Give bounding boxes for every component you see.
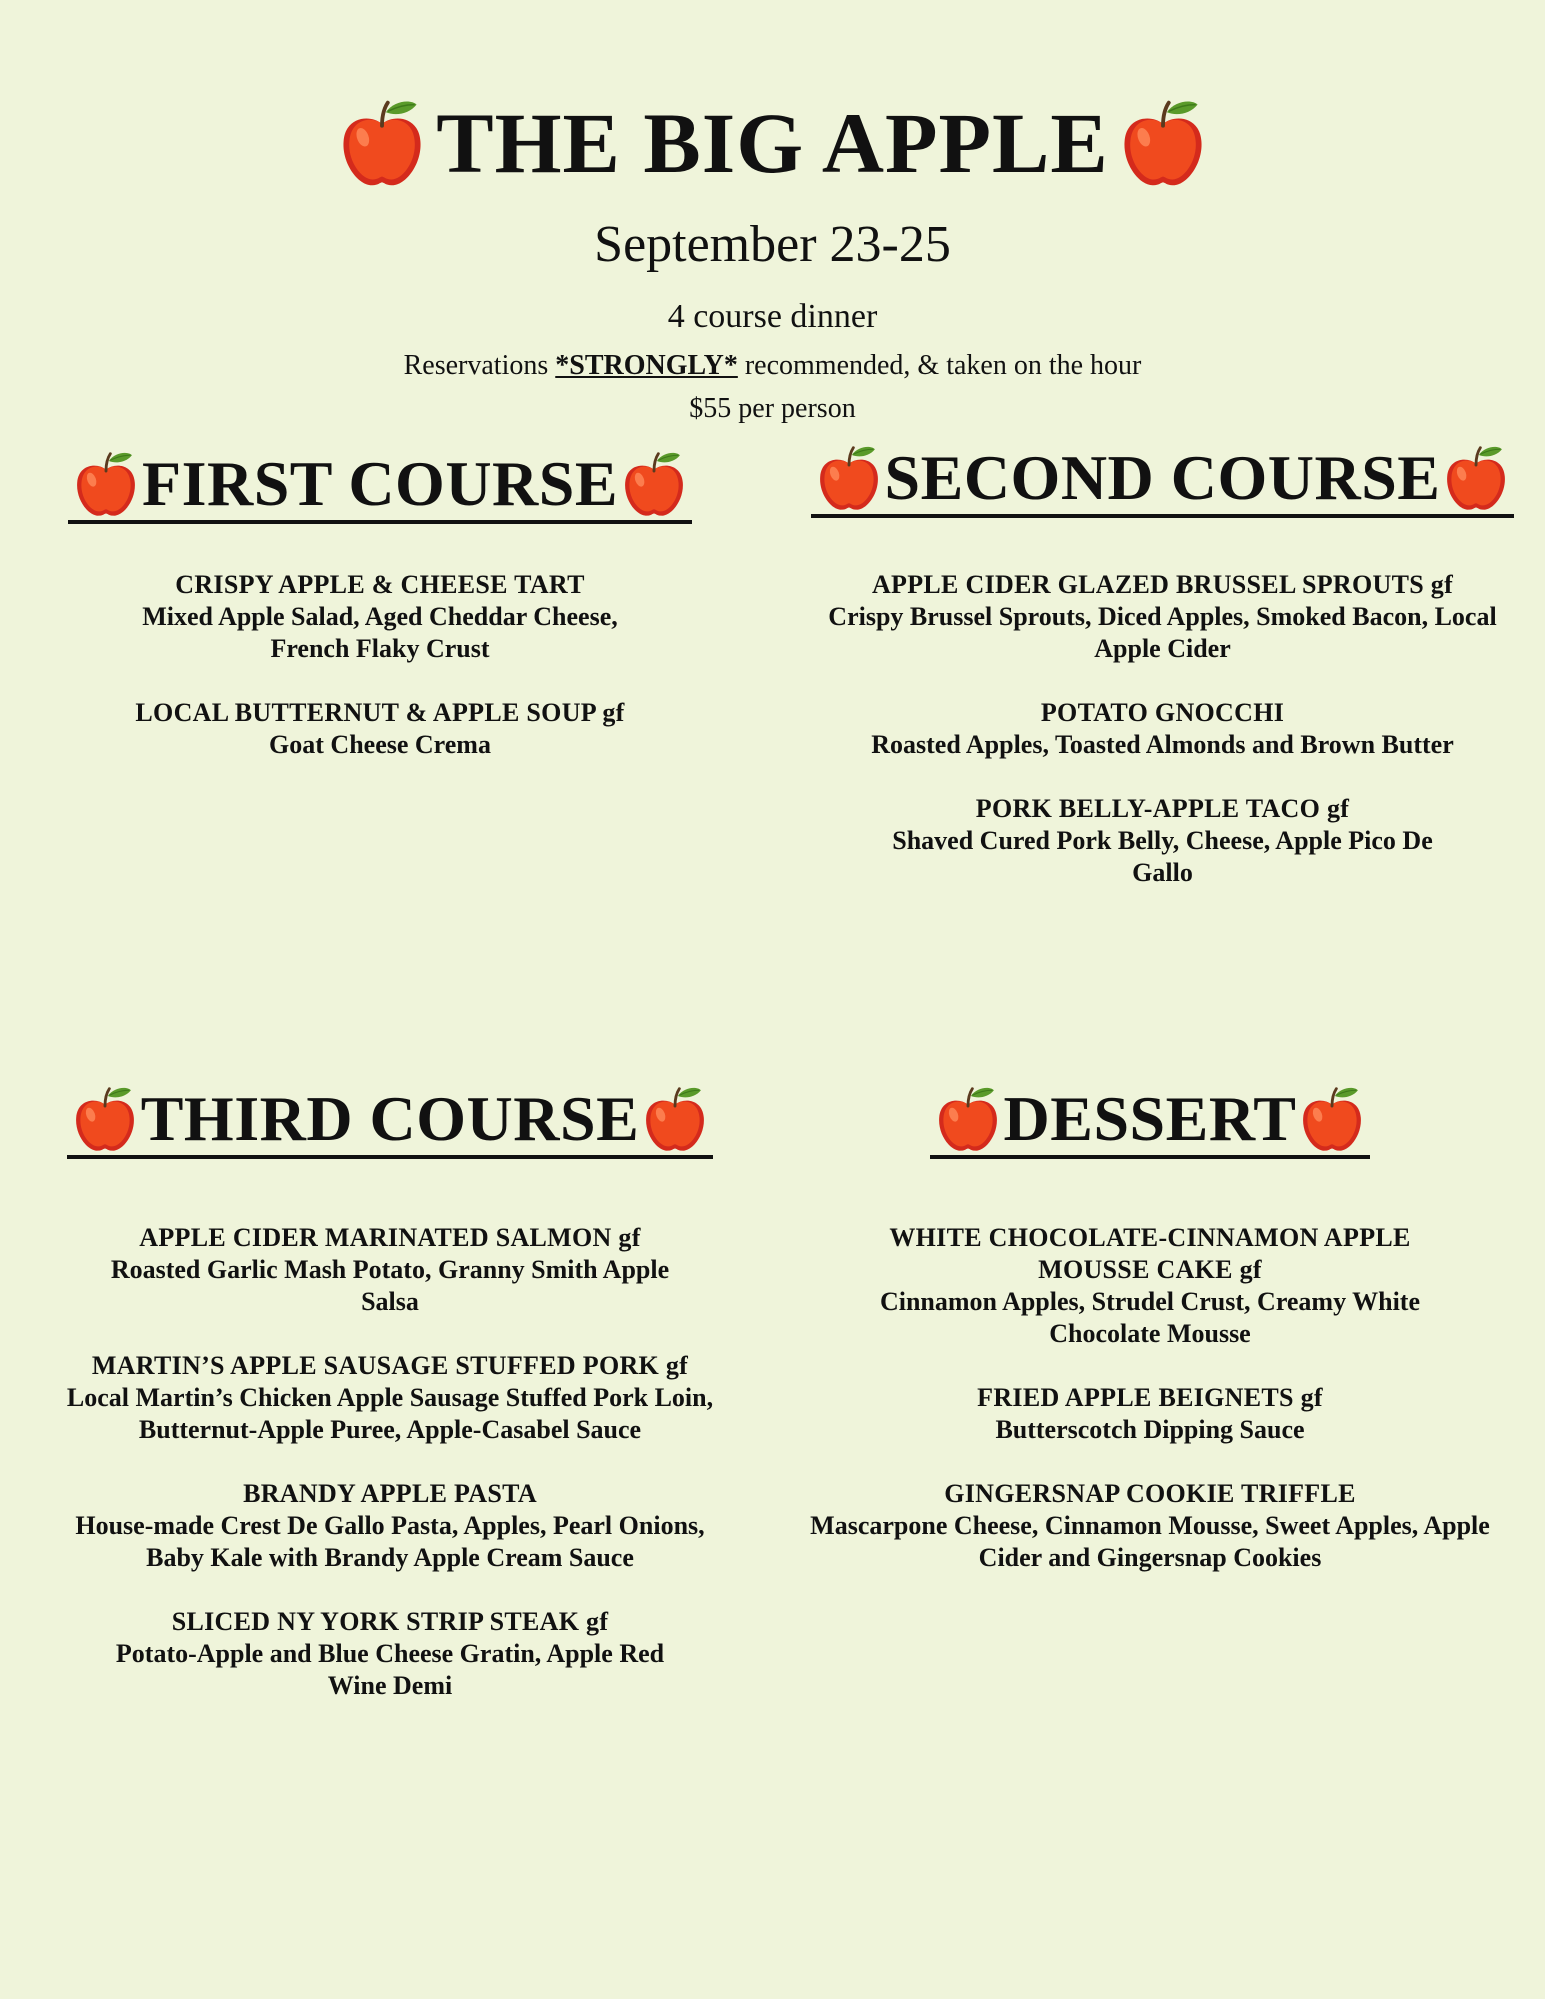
menu-item-name: BRANDY APPLE PASTA [243, 1479, 537, 1508]
menu-item-name: MARTIN’S APPLE SAUSAGE STUFFED PORK gf [91, 1351, 689, 1380]
menu-item-name: CRISPY APPLE & CHEESE TART [175, 570, 585, 599]
red-apple-icon [1115, 95, 1211, 191]
menu-item-name: APPLE CIDER GLAZED BRUSSEL SPROUTS gf [871, 570, 1454, 599]
menu-item [790, 569, 1535, 665]
first-course-section [40, 448, 720, 793]
menu-item-name: FRIED APPLE BEIGNETS gf [977, 1383, 1323, 1412]
menu-item-name: PORK BELLY-APPLE TACO gf [975, 794, 1350, 823]
menu-item-name: WHITE CHOCOLATE-CINNAMON APPLE MOUSSE CAKE gf [889, 1223, 1411, 1284]
menu-item-name: APPLE CIDER MARINATED SALMON gf [139, 1223, 641, 1252]
menu-item-description: Mascarpone Cheese, Cinnamon Mousse, Sweet Apples, Apple Cider and Gingersnap Cookies [810, 1511, 1490, 1572]
red-apple-icon [70, 448, 142, 520]
reservations-note [0, 350, 1545, 382]
title-row [0, 95, 1545, 191]
menu-item [40, 1606, 740, 1702]
third-course-heading [67, 1083, 714, 1159]
menu-item-description: Roasted Garlic Mash Potato, Granny Smith Apple Salsa [110, 1255, 670, 1316]
menu-item-name: SLICED NY YORK STRIP STEAK gf [171, 1607, 609, 1636]
menu-item [790, 1222, 1510, 1350]
menu-item-description: Cinnamon Apples, Strudel Crust, Creamy White Chocolate Mousse [879, 1287, 1421, 1348]
red-apple-icon [1440, 442, 1512, 514]
first-course-items [40, 569, 720, 761]
menu-item [40, 569, 720, 665]
course-title: DESSERT [1003, 1083, 1297, 1155]
red-apple-icon [334, 95, 430, 191]
course-title: FIRST COURSE [141, 448, 619, 520]
menu-item [40, 1222, 740, 1318]
course-title: SECOND COURSE [884, 442, 1441, 514]
menu-item-description: Mixed Apple Salad, Aged Cheddar Cheese, French Flaky Crust [142, 602, 618, 663]
menu-item-description: Roasted Apples, Toasted Almonds and Brown Butter [871, 730, 1454, 759]
dessert-section [790, 1083, 1510, 1606]
second-course-heading [811, 442, 1515, 518]
menu-item [40, 697, 720, 761]
price: $55 per person [689, 393, 856, 424]
second-course-items [790, 569, 1535, 889]
red-apple-icon [639, 1083, 711, 1155]
menu-item [790, 1382, 1510, 1446]
menu-item-name: GINGERSNAP COOKIE TRIFFLE [944, 1479, 1356, 1508]
menu-item [40, 1350, 740, 1446]
event-date: September 23-25 [594, 216, 951, 273]
red-apple-icon [813, 442, 885, 514]
red-apple-icon [932, 1083, 1004, 1155]
dessert-items [790, 1222, 1510, 1574]
menu-item-description: House-made Crest De Gallo Pasta, Apples, Pearl Onions, Baby Kale with Brandy Apple Cream Sauce [75, 1511, 705, 1572]
menu-item [790, 793, 1535, 889]
menu-item-name: POTATO GNOCCHI [1040, 698, 1285, 727]
menu-item [40, 1478, 740, 1574]
red-apple-icon [618, 448, 690, 520]
red-apple-icon [1296, 1083, 1368, 1155]
course-title: THIRD COURSE [140, 1083, 640, 1155]
page-title: THE BIG APPLE [436, 95, 1109, 191]
menu-item-description: Shaved Cured Pork Belly, Cheese, Apple Pico De Gallo [892, 826, 1433, 887]
reservations-suffix: recommended, & taken on the hour [737, 350, 1142, 381]
second-course-section [790, 442, 1535, 921]
menu-item-description: Butterscotch Dipping Sauce [995, 1415, 1305, 1444]
menu-item-name: LOCAL BUTTERNUT & APPLE SOUP gf [135, 698, 625, 727]
dessert-heading [930, 1083, 1371, 1159]
menu-item-description: Potato-Apple and Blue Cheese Gratin, Apple Red Wine Demi [115, 1639, 665, 1700]
first-course-heading [68, 448, 692, 524]
reservations-emphasis: *STRONGLY* [555, 350, 738, 381]
menu-item [790, 697, 1535, 761]
menu-item-description: Crispy Brussel Sprouts, Diced Apples, Smoked Bacon, Local Apple Cider [828, 602, 1497, 663]
menu-item-description: Local Martin’s Chicken Apple Sausage Stuffed Pork Loin, Butternut-Apple Puree, Apple-Casabel Sauce [66, 1383, 714, 1444]
third-course-section [40, 1083, 740, 1734]
dinner-subtitle: 4 course dinner [667, 298, 878, 335]
menu-item-description: Goat Cheese Crema [269, 730, 491, 759]
reservations-prefix: Reservations [403, 350, 556, 381]
third-course-items [40, 1222, 740, 1702]
red-apple-icon [69, 1083, 141, 1155]
menu-item [790, 1478, 1510, 1574]
